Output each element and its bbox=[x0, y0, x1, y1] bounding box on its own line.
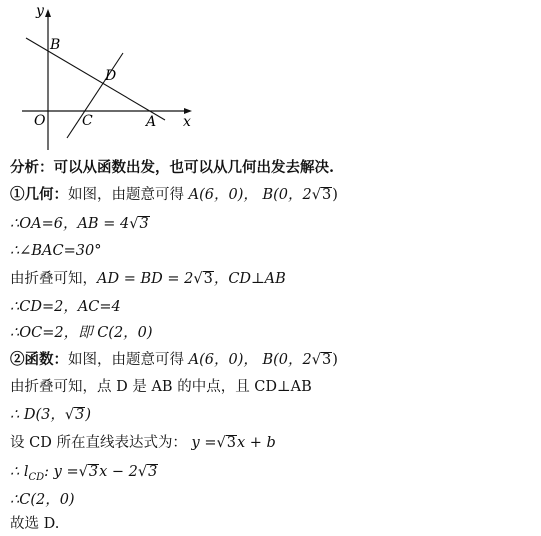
point-b-coords-post: ) bbox=[332, 187, 338, 203]
point-label-o: O bbox=[34, 113, 46, 129]
y-axis-arrow bbox=[45, 9, 51, 17]
c-result-line: ∴C(2，0) bbox=[10, 492, 75, 508]
ad-bd-eq: AD = BD = 2 bbox=[97, 271, 194, 287]
sqrt-sign: √ bbox=[64, 407, 75, 423]
function-intro: 如图，由题意可得 bbox=[68, 352, 184, 368]
oa-ab-line bbox=[10, 214, 150, 234]
geometry-given-line bbox=[10, 185, 338, 205]
sqrt-sign: √ bbox=[78, 464, 88, 480]
function-heading: ②函数： bbox=[10, 351, 68, 368]
x-axis-label: x bbox=[183, 114, 191, 130]
sqrt-radicand: 3 bbox=[321, 187, 332, 203]
fold-geometry-line bbox=[10, 269, 286, 289]
sqrt-sign: √ bbox=[129, 216, 139, 232]
line-ab bbox=[26, 38, 165, 120]
point-b-coords-pre: B(0，2 bbox=[262, 187, 312, 203]
lcd-eq: : y = bbox=[44, 464, 79, 480]
set-line-expression bbox=[10, 433, 276, 453]
sqrt-radicand: 3 bbox=[203, 271, 213, 287]
answer-line: 故选 D. bbox=[10, 516, 60, 532]
sqrt-radicand: 3 bbox=[88, 464, 99, 480]
cd-ac-line: ∴CD=2，AC=4 bbox=[10, 299, 121, 315]
sqrt-radicand: 3 bbox=[75, 407, 85, 423]
analysis-line: 分析：可以从函数出发，也可以从几何出发去解决. bbox=[10, 159, 335, 176]
point-b-coords-pre: B(0，2 bbox=[262, 352, 312, 368]
lcd-line bbox=[10, 462, 158, 488]
sqrt-radicand: 3 bbox=[321, 352, 332, 368]
sqrt-radicand: 3 bbox=[139, 216, 149, 232]
point-label-c: C bbox=[82, 113, 93, 129]
sqrt-sign: √ bbox=[311, 352, 321, 368]
eq-lhs: y = bbox=[191, 435, 217, 451]
function-given-line bbox=[10, 350, 338, 370]
fold-function-line: 由折叠可知，点 D 是 AB 的中点，且 CD⊥AB bbox=[10, 379, 312, 395]
point-d-pre: ∴ D(3， bbox=[10, 407, 65, 423]
oc-line: ∴OC=2，即 C(2，0) bbox=[10, 325, 153, 341]
oa-ab-text: ∴OA=6，AB = 4 bbox=[10, 216, 130, 232]
point-a-coords: A(6，0)， bbox=[188, 352, 258, 368]
sqrt-radicand: 3 bbox=[148, 464, 158, 480]
y-axis-label: y bbox=[36, 3, 44, 19]
set-line-text: 设 CD 所在直线表达式为： bbox=[10, 435, 187, 451]
geometry-heading: ①几何： bbox=[10, 186, 68, 203]
lcd-pre: ∴ l bbox=[10, 464, 29, 480]
sqrt-sign: √ bbox=[137, 464, 148, 480]
point-d-post: ) bbox=[85, 407, 91, 423]
point-label-d: D bbox=[105, 68, 117, 84]
sqrt-sign: √ bbox=[193, 271, 203, 287]
point-d-line bbox=[10, 405, 91, 425]
cd-perp-ab: ，CD⊥AB bbox=[213, 271, 286, 287]
geometry-intro: 如图，由题意可得 bbox=[68, 187, 184, 203]
line-cd bbox=[67, 53, 123, 138]
lcd-subscript: CD bbox=[28, 471, 45, 483]
point-label-b: B bbox=[50, 37, 61, 53]
sqrt-sign: √ bbox=[311, 187, 321, 203]
point-b-coords-post: ) bbox=[332, 352, 338, 368]
point-a-coords: A(6，0)， bbox=[188, 187, 258, 203]
sqrt-radicand: 3 bbox=[226, 435, 236, 451]
sqrt-sign: √ bbox=[216, 435, 226, 451]
lcd-mid: x − 2 bbox=[99, 464, 138, 480]
eq-rhs: x + b bbox=[236, 435, 276, 451]
coordinate-figure bbox=[0, 0, 541, 150]
point-label-a: A bbox=[146, 114, 157, 130]
angle-line: ∴∠BAC=30° bbox=[10, 243, 102, 259]
fold-intro: 由折叠可知， bbox=[10, 271, 97, 287]
